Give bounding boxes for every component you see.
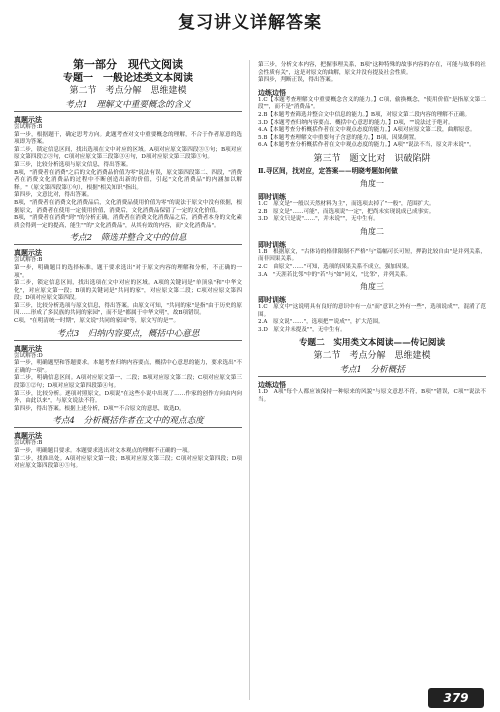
- kp1-label: 真题示法: [14, 115, 42, 124]
- practice-item: 1.C【本题考查理解文中重要概念含义的能力。】C项，偷换概念，"使用价值"是指原文第二段""，而不是"消费品"。: [258, 96, 486, 111]
- right-column: [258, 62, 486, 405]
- kp2-para: C项，"在明清统一时期"，原文说"共同的家园"等，原文写的是""。: [14, 318, 180, 325]
- section4-heading: 第二节 考点分解 思维建模: [313, 351, 431, 362]
- kp4-try: 尝试解答:B: [14, 440, 43, 447]
- topic2-heading: 专题二 实用类文本阅读——传记阅读: [298, 338, 446, 349]
- kp4-heading: 考点4 分析概括作者在文中的观点态度: [14, 415, 242, 428]
- training-label: 即时训练: [258, 295, 286, 305]
- page-number: 379: [428, 688, 484, 708]
- kp5-heading: 考点1 分析概括: [258, 364, 486, 377]
- kp3-para: 第四步，得出答案。根据上述分析，D项""不合原文的意思，故选D。: [14, 405, 185, 412]
- training-item: 3.D 原文并未提及""，无中生有。: [258, 326, 346, 333]
- kp1-para: B项，"消费者在消费"之后的文化消费品价值为零"说法有误，原文第四段第二、四段，"消费者在消费文化消费品的过程中不断创造出新的价值，引起"文化消费品"的内涵加以解释。"（原文第四段第①句），根据"相关知识"指出。: [14, 169, 242, 191]
- section3-heading: 第三节 题文比对 识破陷阱: [313, 153, 431, 164]
- practice-label: 边练边悟: [258, 87, 286, 97]
- training-item: 3.A "天涯若比邻"中的"若"与"如"同义，"比邻"，并列关系。: [258, 271, 412, 278]
- section-heading: 第二节 考点分解 思维建模: [69, 86, 187, 96]
- kp2-para: 第三步，比较分析选项与原文信息，得出答案。由原文可知，"共同的家"是指"由于历史的原因……形成了多民族的共同的家园"，而不是"都属于中华文明"，故B项错误。: [14, 302, 242, 317]
- practice-item: 5.B【本题考查理解文中重要句子含意的能力。】B项，因果倒置。: [258, 134, 420, 141]
- kp2-para: 第一步，明确题目的选择标准，题干要求选出"对于原文内容的理解和分析，不正确的一项"。: [14, 264, 242, 279]
- column-divider: [249, 60, 250, 700]
- kp2-para: 第二步，锁定信息区间，找出选项在文中对应的区域。A项的关键词是"单顶泉"和"中华文化"，对应原文第一段；B项的关键词是"共同的家"，对应原文第二段；C项对应原文第四段；D项对应原文第四段。: [14, 280, 242, 302]
- kp3-label: 真题示法: [14, 343, 42, 353]
- kp1-para: 第四步，文意比对，得出答案。: [14, 192, 93, 199]
- kp4-para: 第一步，明确题目要求。本题要求选出对文本观点的理解不正确的一项。: [14, 448, 194, 454]
- part-heading: 第一部分 现代文阅读: [73, 58, 183, 71]
- training-item: 2.A 原文说"……"，选项把""说成""，扩大范围。: [258, 319, 384, 326]
- kp3-try: 尝试解答:D: [14, 352, 43, 359]
- training-item: 2.B 原文是"……可能"，而选项说"一定"，把尚未实现说成已成事实。: [258, 208, 435, 215]
- training-label: 即时训练: [258, 191, 286, 201]
- sub-heading: Ⅱ.寻区间，找对应，定答案——明晓考题如何做: [258, 166, 398, 175]
- training-item: 3.D 原文只是说"……"，并未说""，无中生有。: [258, 216, 379, 223]
- kp1-para: B项，"消费者在消费文化消费品后，文化消费品使用价值为零"的说法于原文中没有依据，根据原文，消费者在使用一定使用价值，消费后，文化消费品保留了一定的文化价值。: [14, 199, 242, 214]
- training-item: 1.C 原文是"一般以天然材料为主"，而选项去掉了"一般"，范围扩大。: [258, 200, 435, 207]
- kp3-heading: 考点3 归纳内容要点，概括中心意思: [14, 328, 242, 341]
- training-item: 1.B 根据原文，"古体诗的格律限制不严格"与"篇幅可长可短，押韵比较自由"是并列关系，而非因果关系。: [258, 248, 486, 263]
- training-label: 即时训练: [258, 239, 286, 249]
- practice-item: 3.D【本题考查归纳内容要点、概括中心意思的能力。】D项，""说法过于绝对。: [258, 119, 454, 126]
- kp1-try: 尝试解答:B: [14, 124, 43, 130]
- practice-item: 1.D A项"每个人都应该保持一种原来的风貌"与原文意思不符，B项""错误，C项""说法不当。: [258, 389, 486, 404]
- left-column: [14, 58, 242, 471]
- practice-item: 6.A【本题考查分析概括作者在文中观点态度的能力。】A项""说法不当，原文并未说""。: [258, 142, 475, 149]
- kp3-para: 第一步，明确题型和答题要求。本题考查归纳内容要点，概括中心意思的能力，要求选出"不正确的一项"。: [14, 360, 242, 374]
- right-top-para: 第三步，分析文本内容，把握事理关系，B项"这种特殊的故事内容的存在，可能与故事的社会性质有关"，这是对原文的曲解，原文并没有提及社会性质。: [258, 62, 486, 76]
- kp2-heading: 考点2 筛选并整合文中的信息: [14, 232, 242, 245]
- angle1-heading: 角度一: [360, 178, 384, 188]
- kp2-label: 真题示法: [14, 248, 42, 258]
- kp4-label: 真题示法: [14, 431, 42, 441]
- kp1-para: 第二步，锁定信息区间，找出选项在文中对应的区域。A项对应原文第四段③⑤句；B项对应原文第四段②③句，C项对应原文第三段第③④句，D项对应原文第三段第⑤句。: [14, 146, 242, 161]
- angle2-heading: 角度二: [360, 226, 384, 236]
- training-item: 1.C 原文中"这说明具有良好的意识中有一点"而"意识之外有一些"，选项说成""，混淆了范围。: [258, 304, 486, 318]
- practice-item: 2.B【本题考查筛选并整合文中信息的能力。】B项，对原文第二段内容的理解不正确。: [258, 111, 471, 118]
- training-item: 2.C 由原文"……"可知，选项的因果关系不成立，强加因果。: [258, 263, 413, 270]
- kp2-try: 尝试解答:B: [14, 257, 43, 264]
- kp3-para: 第三步，比较分析。逐项对照原文，D项说"在这些小说中出现了……作家的创作方向由内向外，由此以来"，与原文说法不符。: [14, 390, 242, 405]
- page-title: 复习讲义详解答案: [178, 13, 322, 33]
- kp4-para: 第二步，找准出处。A项对应原文第一段；B项对应原文第三段；C项对应原文第四段；D项对应原文第四段第④⑤句。: [14, 455, 242, 470]
- angle3-heading: 角度三: [360, 282, 384, 292]
- kp1-para: 第三步，比较分析选项与原文信息，得出答案。: [14, 161, 132, 168]
- practice-label: 边练边悟: [258, 380, 286, 390]
- kp3-para: 第二步，明确信息区间。A项对应原文第一、二段；B项对应原文第二段；C项对应原文第三段第①②句；D项对应原文第四段第④句。: [14, 375, 242, 390]
- practice-item: 4.A【本题考查分析概括作者在文中观点态度的能力。】A项对应原文第二段，曲解原意。: [258, 127, 476, 134]
- topic-heading: 专题一 一般论述类文本阅读: [63, 73, 193, 84]
- kp1-para: 第一步，根据题干，确定思考方向。此题考查对文中重要概念的理解，不合于作者原意的选项即为答案。: [14, 131, 242, 146]
- kp1-heading: 考点1 理解文中重要概念的含义: [14, 99, 242, 112]
- kp1-para: B项，"消费者在消费"到""的分析正确，消费者在消费文化消费品之后，消费者本身的文化素质会得到一定的提高，能生""的"文化消费品"，从其有效的内容，而"文化消费品"。: [14, 215, 242, 229]
- right-top-para: 第四步，判断正误，得出答案。: [258, 77, 337, 84]
